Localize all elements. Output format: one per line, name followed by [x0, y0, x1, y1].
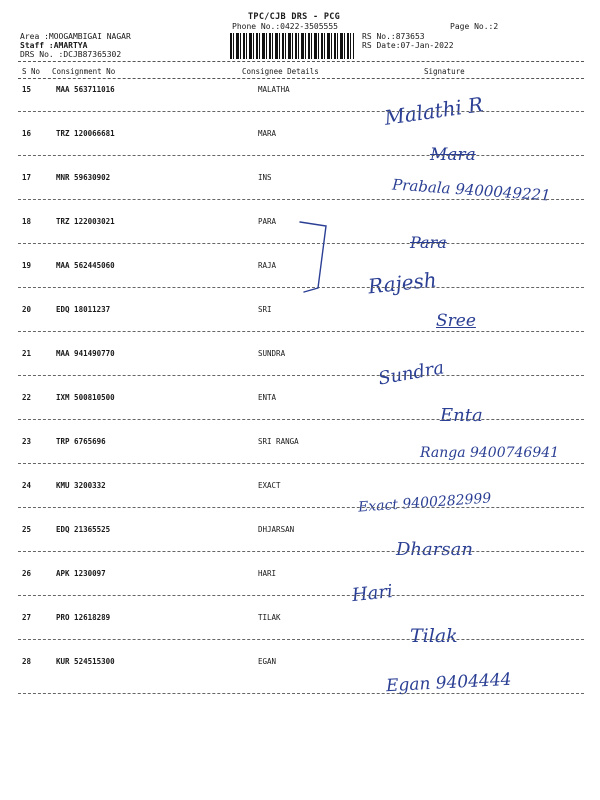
row-signature: Enta [440, 405, 483, 426]
row-divider [18, 507, 584, 508]
rs-date: RS Date:07-Jan-2022 [362, 41, 454, 50]
row-sno: 23 [22, 437, 32, 446]
row-consignee: MARA [258, 129, 277, 138]
header-divider [18, 61, 584, 62]
row-signature: Tilak [410, 625, 458, 647]
row-signature: Egan 9404444 [385, 669, 512, 697]
staff-label: Staff :AMARTYA [20, 41, 88, 50]
col-consignment: Consignment No [52, 67, 116, 76]
row-divider [18, 199, 584, 200]
row-signature: Hari [351, 580, 394, 607]
row-divider [18, 419, 584, 420]
row-sno: 21 [22, 349, 32, 358]
row-consignee: MALATHA [258, 85, 290, 94]
row-sno: 18 [22, 217, 32, 226]
row-consignee: RAJA [258, 261, 277, 270]
row-consignee: PARA [258, 217, 277, 226]
row-signature: Prabala 9400049221 [391, 175, 552, 205]
row-sno: 25 [22, 525, 32, 534]
table-row [0, 305, 600, 349]
row-sno: 19 [22, 261, 32, 270]
row-signature: Sundra [376, 357, 446, 390]
row-signature: Ranga 9400746941 [420, 445, 560, 461]
row-consignment: MAA 562445060 [56, 261, 115, 270]
table-row [0, 173, 600, 217]
row-consignee: SRI RANGA [258, 437, 299, 446]
row-sno: 22 [22, 393, 32, 402]
sheet-title: TPC/CJB DRS - PCG [248, 12, 341, 22]
row-divider [18, 155, 584, 156]
row-sno: 16 [22, 129, 32, 138]
bracket-mark [296, 218, 336, 298]
row-divider [18, 595, 584, 596]
row-divider [18, 693, 584, 694]
table-row [0, 85, 600, 129]
table-row [0, 657, 600, 701]
row-sno: 26 [22, 569, 32, 578]
col-signature: Signature [424, 67, 465, 76]
row-sno: 15 [22, 85, 32, 94]
rs-number: RS No.:873653 [362, 32, 425, 41]
row-divider [18, 375, 584, 376]
row-signature: Mara [430, 145, 476, 165]
phone-number: Phone No.:0422-3505555 [232, 22, 338, 31]
row-consignment: EDQ 21365525 [56, 525, 111, 534]
row-sno: 27 [22, 613, 32, 622]
row-divider [18, 551, 584, 552]
row-consignment: MNR 59630902 [56, 173, 111, 182]
col-sno: S No [22, 67, 41, 76]
table-row [0, 129, 600, 173]
row-consignee: EGAN [258, 657, 277, 666]
row-signature: Dharsan [396, 539, 473, 560]
row-consignment: TRP 6765696 [56, 437, 106, 446]
row-consignment: IXM 500810500 [56, 393, 115, 402]
row-sno: 17 [22, 173, 32, 182]
row-consignment: KUR 524515300 [56, 657, 115, 666]
area-label: Area :MOOGAMBIGAI NAGAR [20, 32, 131, 41]
table-row [0, 525, 600, 569]
row-consignee: SRI [258, 305, 272, 314]
column-divider [18, 78, 584, 79]
drs-number: DRS No. :DCJB87365302 [20, 50, 122, 59]
barcode [230, 33, 354, 59]
row-consignment: KMU 3200332 [56, 481, 106, 490]
row-divider [18, 111, 584, 112]
table-row [0, 349, 600, 393]
row-consignee: INS [258, 173, 272, 182]
row-divider [18, 331, 584, 332]
row-consignee: TILAK [258, 613, 281, 622]
row-divider [18, 639, 584, 640]
row-sno: 24 [22, 481, 32, 490]
row-consignment: APK 1230097 [56, 569, 106, 578]
row-consignment: PRO 12618289 [56, 613, 111, 622]
row-consignment: EDQ 18011237 [56, 305, 111, 314]
row-sno: 20 [22, 305, 32, 314]
row-consignee: EXACT [258, 481, 281, 490]
table-row [0, 613, 600, 657]
row-divider [18, 463, 584, 464]
row-signature: Exact 9400282999 [357, 490, 492, 516]
table-row [0, 569, 600, 613]
col-consignee: Consignee Details [242, 67, 319, 76]
row-consignment: TRZ 120066681 [56, 129, 115, 138]
row-signature: Para [410, 233, 447, 252]
row-consignment: MAA 563711016 [56, 85, 115, 94]
row-consignee: ENTA [258, 393, 277, 402]
row-consignment: TRZ 122003021 [56, 217, 115, 226]
row-consignee: HARI [258, 569, 277, 578]
table-row [0, 393, 600, 437]
row-consignee: SUNDRA [258, 349, 286, 358]
row-consignee: DHJARSAN [258, 525, 295, 534]
row-signature: Rajesh [366, 267, 438, 299]
page-number: Page No.:2 [450, 22, 499, 31]
row-consignment: MAA 941490770 [56, 349, 115, 358]
row-signature: Sree [436, 311, 476, 331]
table-row [0, 481, 600, 525]
table-row [0, 437, 600, 481]
row-signature: Malathi R [382, 92, 485, 130]
row-sno: 28 [22, 657, 32, 666]
